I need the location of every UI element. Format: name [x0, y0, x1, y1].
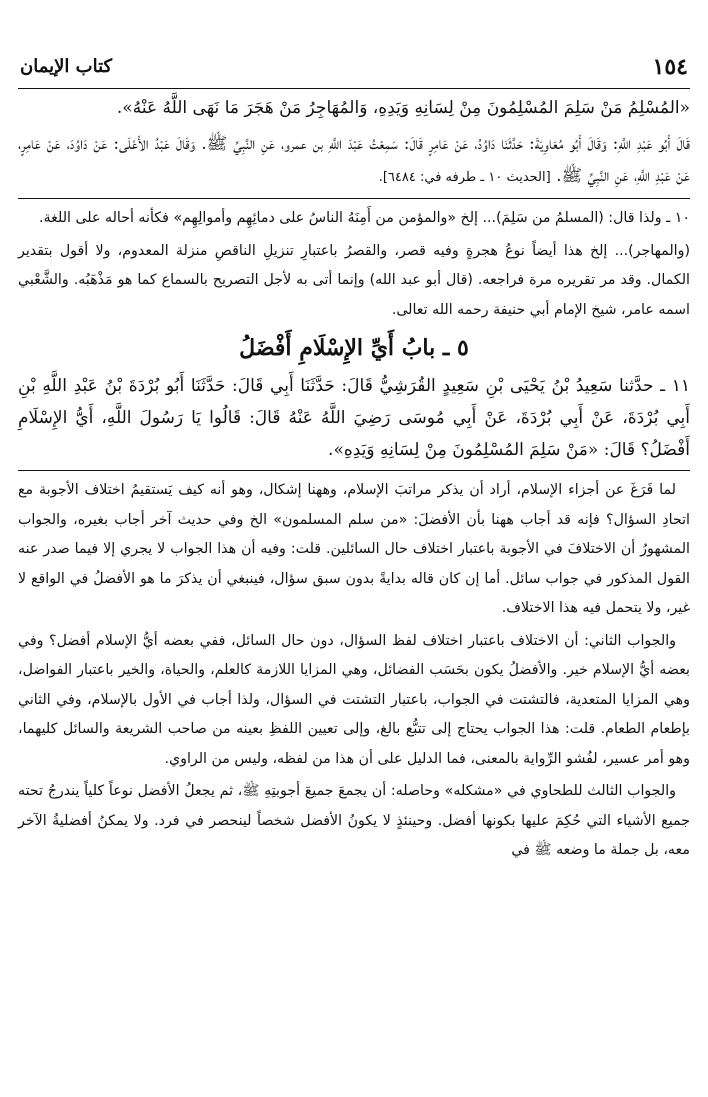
hadith-text: ١١ ـ حدَّثنا سَعِيدُ بْنُ يَحْيَى بْنِ سَعِيدٍ القُرَشِيُّ قَالَ: حَدَّثَنَا أَبِي قَالَ: حَدَّثَنَا أَبُو بُرْدَةَ بْنُ عَبْدِ اللَّهِ بْنِ أَبِي بُرْدَةَ، عَنْ أَبِي بُرْدَةَ، عَنْ أَبِي مُوسَى رَضِيَ اللَّهُ عَنْهُ قَالَ: قَالُوا يَا رَسُولَ اللَّهِ، أَيُّ الإِسْلَامِ أَفْضَلُ؟ قَالَ: «مَنْ سَلِمَ المُسْلِمُونَ مِنْ لِسَانِهِ وَيَدِهِ».: [18, 376, 690, 460]
hadith-isnad-note: [18, 128, 690, 194]
chapter-heading: ٥ ـ بابُ أَيِّ الإِسْلَامِ أَفْضَلُ: [239, 335, 469, 361]
book-title: كتاب الإيمان: [20, 56, 113, 77]
commentary-paragraph: (والمهاجر)... إلخ هذا أيضاً نوعُ هجرةٍ وفيه قصر، والقصرُ باعتبارِ تنزيلِ الناقصِ منزلة المعدوم، ولا أقول بتقدير الكمال. وقد مر تقريره مرة فراجعه. (قال أبو عبد الله) وإنما أتى به لأجل التصريح بالسماع كما هو مَذْهَبُه. والشَّعْبي اسمه عامر، شيخ الإمام أبي حنيفة رحمه الله تعالى.: [18, 242, 690, 318]
section-divider: [18, 470, 690, 471]
running-header: [18, 48, 690, 89]
commentary-paragraph: والجواب الثاني: أن الاختلاف باعتبار اختلاف لفظ السؤال، دون حال السائل، ففي بعضه أيُّ الإسلام أفضل؟ وفي بعضه أيُّ الإسلام خير. والأفضلُ يكون بحَسَب الفضائل، وهي المزايا اللازمة كالعلم، والحياة، والخير باعتبار الفواضل، وهي المزايا المتعدية، فالتشتت في الجواب، باعتبار التشتت في السؤال، ولذا أجاب في الأول بالإسلام، وفي الثاني بإطعام الطعام. قلت: هذا الجواب يحتاج إلى تتبُّع بالغ، وإلى تعيين اللفظِ بعينه من صاحب الشريعة والسائل كليهما، وهو أمر عسير، لفُشو الرِّواية بالمعنى، فما الدليل على أن هذا من لفظه، وليس من الراوي.: [18, 632, 690, 767]
page-number: ١٥٤: [652, 54, 688, 80]
section-divider: [18, 198, 690, 199]
hadith-text-end: «المُسْلِمُ مَنْ سَلِمَ المُسْلِمُونَ مِنْ لِسَانِهِ وَيَدِهِ، وَالمُهَاجِرُ مَنْ هَجَرَ مَا نَهَى اللَّهُ عَنْهُ».: [116, 98, 690, 118]
commentary-paragraph: ١٠ ـ ولذا قال: (المسلمُ من سَلِمَ)... إلخ «والمؤمن من أَمِنَهُ الناسُ على دمائِهِم وأموالِهِم» فكأنه أحاله على اللغة.: [39, 210, 690, 226]
commentary-paragraph: لما فَرَغَ عن أجزاء الإسلام، أراد أن يذكر مراتبَ الإسلام، وههنا إشكال، وهو أنه كيف يَستقيمُ اختلاف الأجوبة مع اتحادِ السؤال؟ فإنه قد أجاب ههنا بأن الأفضلَ: «من سلم المسلمون» الخ وفي حديث آخر أجاب بغيره، والجواب المشهورُ أن الاختلافَ في الأجوبة باعتبار اختلاف حال السائلين. قلت: وفيه أن هذا الجواب لا يجري إلا فيما صدر عنه القول المذكور في جواب سائل. أما إن كان قاله بدايةً بدون سبق سؤال، فينبغي أن يذكرَ ما هو الأفضلُ في الواقع لا غير، ولا يتحمل فيه هذا الاختلاف.: [18, 482, 690, 616]
hadith-reference: [الحديث ١٠ ـ طرفه في: ٦٤٨٤].: [378, 170, 551, 185]
commentary-paragraph: والجواب الثالث للطحاوي في «مشكله» وحاصله: أن يجمعَ جميعَ أجوبتِهِ ﷺ، ثم يجعلُ الأفضل نوعاً كلياً يندرجُ تحته جميع الأشياء التي حُكِمَ عليها بكونها أفضل. وحينئذٍ لا يكونُ الأفضل شخصاً لينحصر في فرد. ولا يمكنُ أفضليةُ الآخر معه، بل جملة ما وضعه ﷺ في: [18, 783, 690, 858]
page-body: [18, 92, 690, 869]
isnad-text: قَالَ أَبُو عَبْدِ اللَّهِ: وَقَالَ أَبُو مُعَاوِيَةَ: حَدَّثَنَا دَاوُدُ، عَنْ عَامِرٍ قَالَ: سَمِعْتُ عَبْدَ اللَّهِ بن عمرو، عَنِ النَّبِيِّ ﷺ. وَقَالَ عَبْدُ الأَعْلَى: عَنْ دَاوُدَ، عَنْ عَامِرٍ، عَنْ عَبْدِ اللَّهِ، عَنِ النَّبِيِّ ﷺ.: [18, 134, 690, 186]
